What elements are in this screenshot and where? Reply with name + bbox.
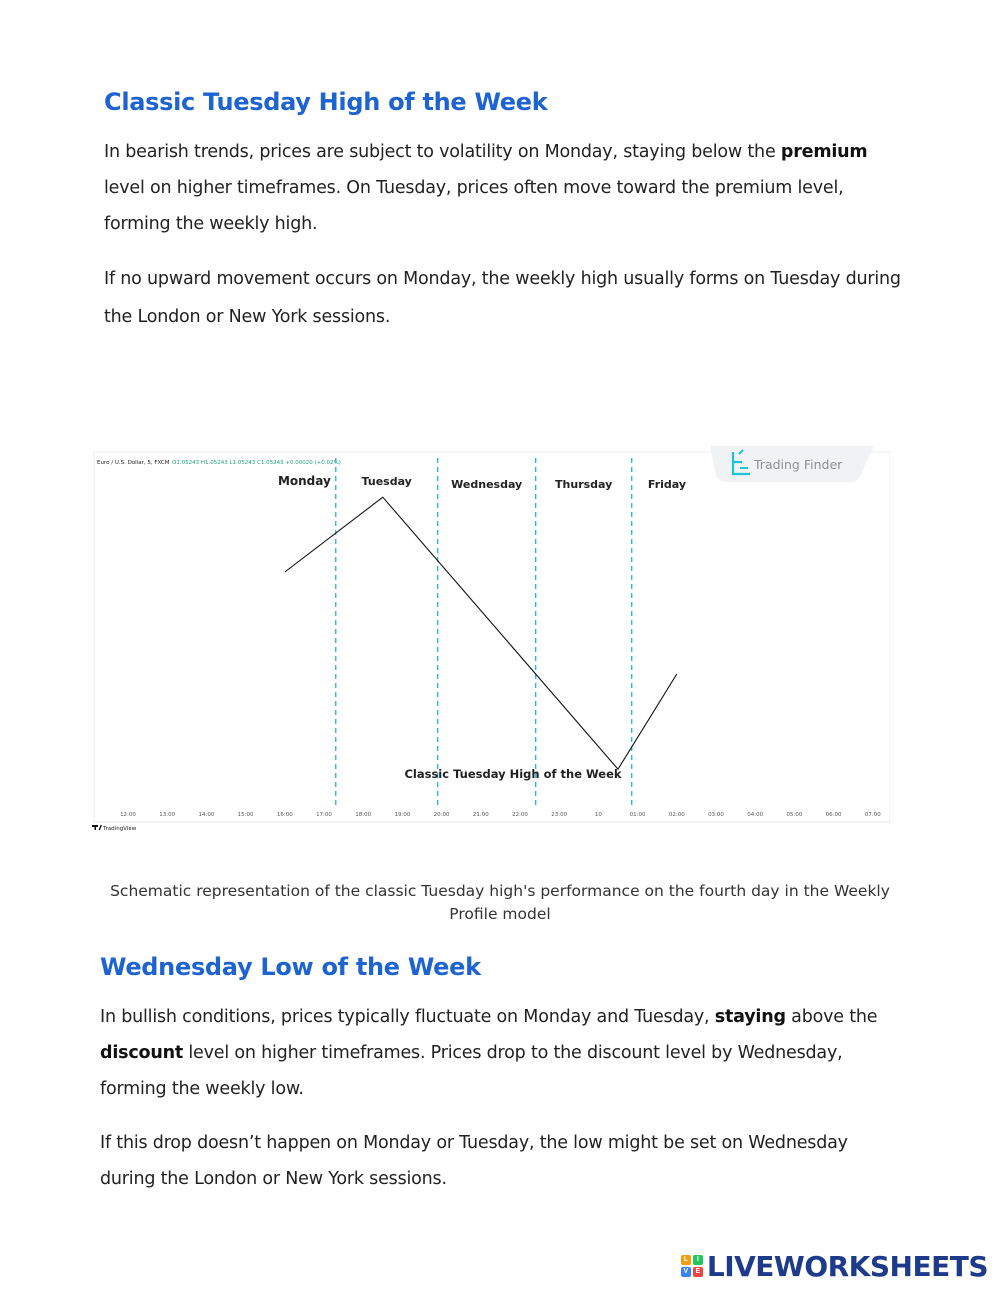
brand-badges-icon	[681, 1255, 703, 1277]
chart-annotation: Classic Tuesday High of the Week	[404, 767, 622, 781]
section-title: Classic Tuesday High of the Week	[104, 88, 548, 116]
x-tick-label: 23:00	[551, 812, 568, 818]
ohlc-values: O1.05243 H1.05243 L1.05243 C1.05243 +0.00020 (+0.02%)	[172, 460, 341, 466]
x-tick-label: 15:00	[237, 812, 254, 818]
weekly-profile-chart	[90, 440, 890, 840]
x-tick-label: 20:00	[433, 812, 450, 818]
x-tick-label: 14:00	[198, 812, 215, 818]
section-title: Wednesday Low of the Week	[100, 953, 481, 981]
bold-text: discount	[100, 1043, 184, 1063]
liveworksheets-brand	[681, 1246, 988, 1286]
x-tick-label: 06:00	[825, 812, 842, 818]
tradingview-logo-icon	[92, 825, 102, 830]
brand-text: LIVEWORKSHEETS	[706, 1249, 988, 1283]
paragraph	[104, 134, 904, 242]
paragraph	[100, 999, 900, 1107]
bold-text: staying	[714, 1007, 786, 1027]
day-label: Tuesday	[361, 475, 412, 488]
x-tick-label: 16:00	[276, 812, 293, 818]
x-tick-label: 17:00	[316, 812, 332, 818]
paragraph: If no upward movement occurs on Monday, the weekly high usually forms on Tuesday during the London or New York sessions.	[104, 269, 901, 327]
day-label: Wednesday	[451, 478, 523, 491]
day-label: Friday	[647, 478, 687, 491]
x-tick-label: 12:00	[120, 812, 136, 818]
x-tick-label: 07:00	[864, 812, 881, 818]
bold-text: premium	[780, 142, 868, 162]
x-tick-label: 19:00	[394, 812, 411, 818]
x-tick-label: 05:00	[786, 812, 803, 818]
section-wednesday-low	[0, 953, 1000, 1197]
paragraph: If this drop doesn’t happen on Monday or Tuesday, the low might be set on Wednesday during the London or New York sessions.	[100, 1133, 848, 1189]
watermark-text: Trading Finder	[754, 457, 843, 472]
text-run: above the	[785, 1007, 878, 1027]
text-run: In bearish trends, prices are subject to volatility on Monday, staying below the	[104, 142, 781, 162]
x-tick-label: 03:00	[708, 812, 724, 818]
day-label: Thursday	[555, 478, 613, 491]
x-tick-label: 02:00	[668, 812, 685, 818]
x-tick-label: 01:00	[629, 812, 646, 818]
x-tick-label: 18:00	[355, 812, 372, 818]
x-tick-label: 04:00	[747, 812, 764, 818]
text-run: In bullish conditions, prices typically fluctuate on Monday and Tuesday,	[100, 1007, 715, 1027]
brand-badge: L	[681, 1255, 691, 1265]
x-tick-label: 22:00	[512, 812, 528, 818]
text-run: level on higher timeframes. On Tuesday, prices often move toward the premium level, forming the weekly high.	[104, 178, 844, 234]
section-tuesday-high	[0, 88, 1000, 336]
brand-badge: I	[693, 1255, 703, 1265]
chart-caption: Schematic representation of the classic Tuesday high's performance on the fourth day in the Weekly Profile model	[110, 882, 890, 923]
x-tick-label: 13:00	[159, 812, 176, 818]
brand-badge: V	[681, 1267, 691, 1277]
brand-badge: E	[693, 1267, 703, 1277]
text-run: level on higher timeframes. Prices drop to the discount level by Wednesday, forming the weekly low.	[100, 1043, 843, 1099]
tradingview-text: TradingView	[103, 826, 137, 832]
x-tick-label: 21:00	[472, 812, 489, 818]
chart-svg	[90, 440, 890, 840]
x-tick-label: 10	[594, 812, 602, 818]
symbol-label: Euro / U.S. Dollar, 5, FXCM	[97, 460, 170, 466]
day-label: Monday	[277, 474, 331, 488]
